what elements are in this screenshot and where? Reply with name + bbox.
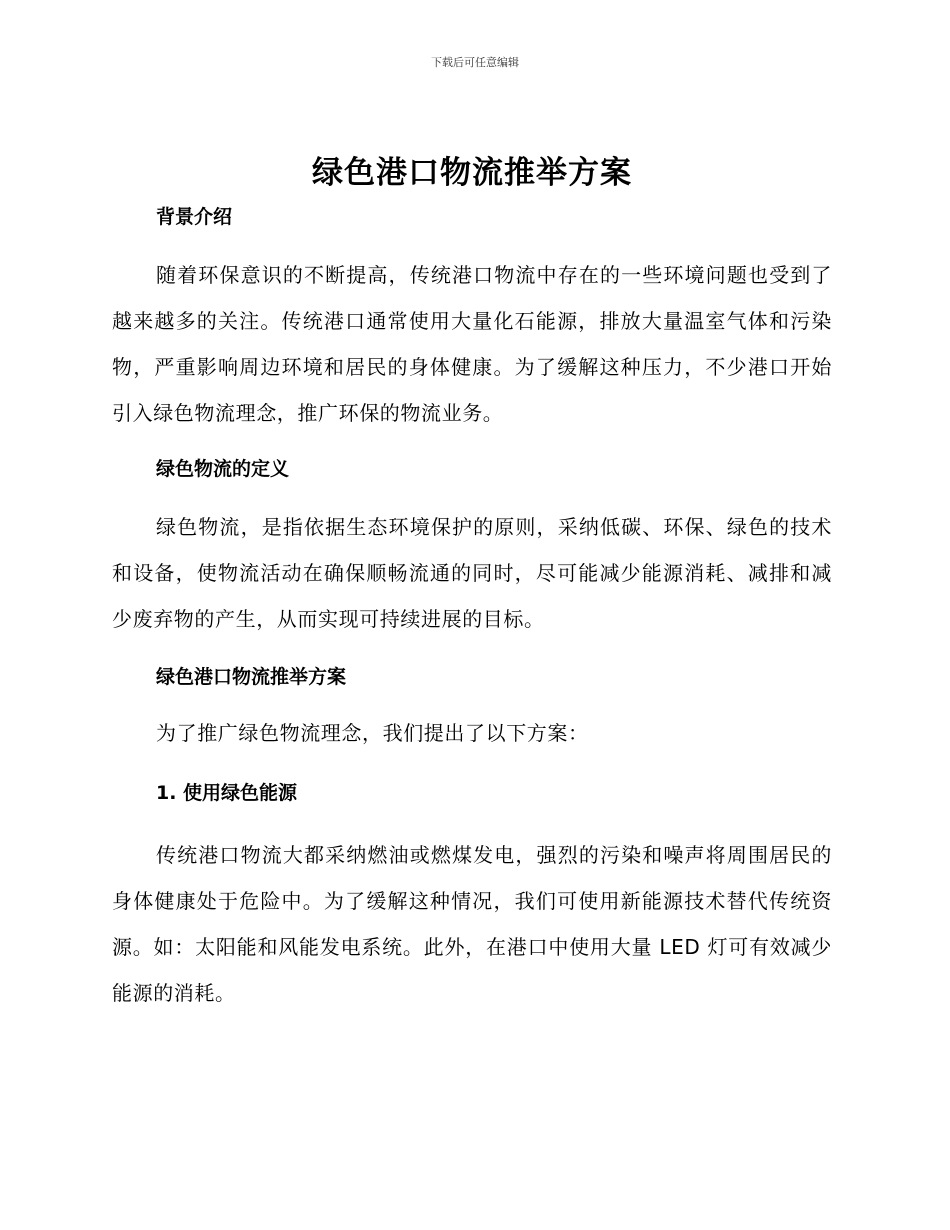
document-title: 绿色港口物流推举方案 [312, 155, 632, 191]
section-paragraph-definition: 绿色物流，是指依据生态环境保护的原则，采纳低碳、环保、绿色的技术和设备，使物流活动在确保顺畅流通的同时，尽可能减少能源消耗、减排和减少废弃物的产生，从而实现可持续进展的目标。 [112, 515, 832, 631]
page-header: 下载后可任意编辑 [431, 56, 519, 69]
section-paragraph-proposal: 为了推广绿色物流理念，我们提出了以下方案： [156, 721, 589, 745]
section-paragraph-background: 随着环保意识的不断提高，传统港口物流中存在的一些环境问题也受到了越来越多的关注。传统港口通常使用大量化石能源，排放大量温室气体和污染物，严重影响周边环境和居民的身体健康。为了缓解这种压力，不少港口开始引入绿色物流理念，推广环保的物流业务。 [112, 263, 832, 425]
section-heading-definition: 绿色物流的定义 [156, 458, 290, 480]
section-heading-green-energy: 1. 使用绿色能源 [156, 782, 298, 804]
section-heading-background: 背景介绍 [156, 206, 233, 228]
section-heading-proposal: 绿色港口物流推举方案 [156, 666, 347, 688]
document-body [112, 150, 832, 1016]
section-paragraph-green-energy: 传统港口物流大都采纳燃油或燃煤发电，强烈的污染和噪声将周围居民的身体健康处于危险中。为了缓解这种情况，我们可使用新能源技术替代传统资源。如：太阳能和风能发电系统。此外，在港口中使用大量 LED 灯可有效减少能源的消耗。 [112, 843, 832, 1005]
